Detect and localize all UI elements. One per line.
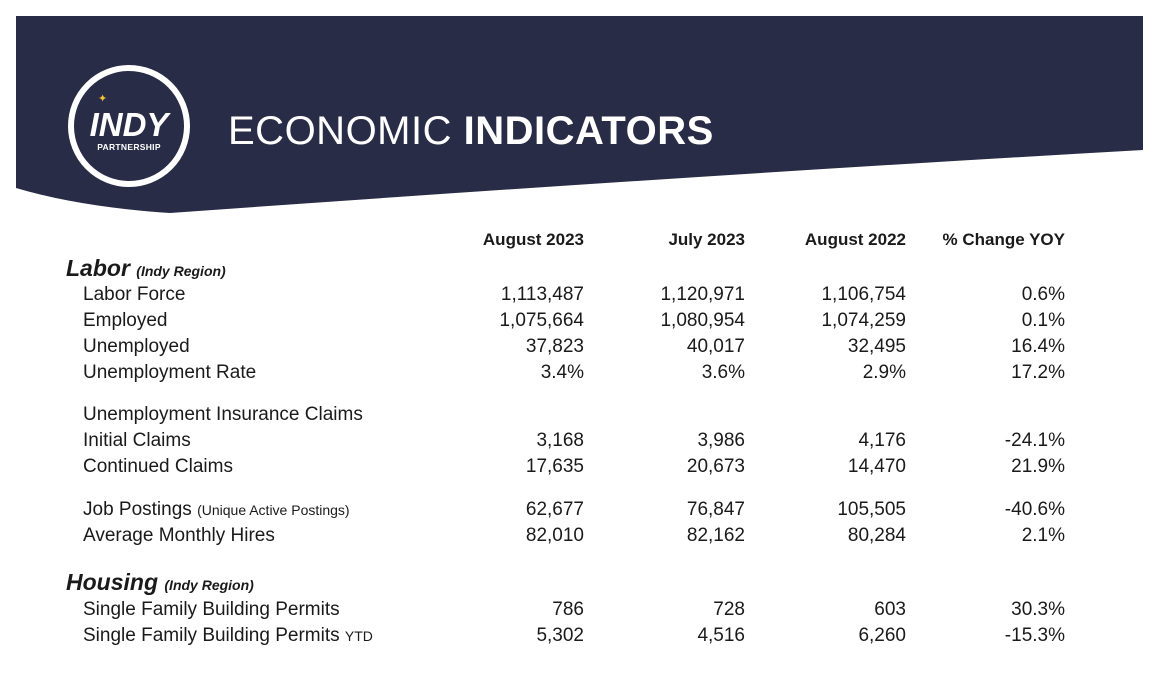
cell-monthly-hires-jul-2023: 82,162 (686, 525, 745, 546)
cell-initial-claims-aug-2022: 4,176 (858, 430, 906, 451)
cell-monthly-hires-pct: 2.1% (1021, 525, 1065, 546)
section-title-labor: Labor (Indy Region) (66, 255, 226, 281)
logo-subtext: PARTNERSHIP (97, 142, 161, 152)
cell-unemployment-rate-aug-2022: 2.9% (862, 362, 906, 383)
cell-labor-force-jul-2023: 1,120,971 (660, 284, 745, 305)
cell-continued-claims-aug-2022: 14,470 (847, 456, 906, 477)
cell-sf-permits-pct: 30.3% (1011, 599, 1065, 620)
row-label-sf-permits: Single Family Building Permits (83, 599, 340, 620)
cell-sf-permits-aug-2023: 786 (552, 599, 584, 620)
cell-labor-force-pct: 0.6% (1021, 284, 1065, 305)
cell-sf-permits-ytd-aug-2022: 6,260 (858, 625, 906, 646)
cell-employed-aug-2023: 1,075,664 (499, 310, 584, 331)
title-light: ECONOMIC (228, 109, 452, 153)
star-icon: ✦ (98, 93, 108, 105)
cell-initial-claims-pct: -24.1% (1004, 430, 1065, 451)
cell-sf-permits-jul-2023: 728 (713, 599, 745, 620)
cell-unemployed-aug-2023: 37,823 (525, 336, 584, 357)
title-bold: INDICATORS (463, 109, 714, 153)
col-header-jul-2023: July 2023 (668, 230, 745, 249)
cell-job-postings-aug-2023: 62,677 (525, 499, 584, 520)
col-header-pct-change: % Change YOY (942, 230, 1065, 249)
indy-partnership-logo (65, 68, 193, 186)
row-label-sf-permits-ytd: Single Family Building Permits YTD (83, 625, 373, 646)
cell-job-postings-pct: -40.6% (1004, 499, 1065, 520)
cell-unemployment-rate-aug-2023: 3.4% (540, 362, 584, 383)
row-label-labor-force: Labor Force (83, 284, 186, 305)
cell-labor-force-aug-2023: 1,113,487 (500, 284, 584, 305)
cell-continued-claims-aug-2023: 17,635 (525, 456, 584, 477)
row-label-unemployed: Unemployed (83, 336, 190, 357)
cell-monthly-hires-aug-2023: 82,010 (525, 525, 584, 546)
cell-initial-claims-jul-2023: 3,986 (697, 430, 745, 451)
row-label-continued-claims: Continued Claims (83, 456, 233, 477)
cell-employed-jul-2023: 1,080,954 (660, 310, 745, 331)
cell-employed-aug-2022: 1,074,259 (821, 310, 906, 331)
row-label-job-postings: Job Postings (Unique Active Postings) (83, 499, 350, 520)
cell-sf-permits-ytd-pct: -15.3% (1004, 625, 1065, 646)
cell-sf-permits-ytd-aug-2023: 5,302 (536, 625, 584, 646)
cell-sf-permits-ytd-jul-2023: 4,516 (697, 625, 745, 646)
cell-unemployed-pct: 16.4% (1011, 336, 1065, 357)
cell-monthly-hires-aug-2022: 80,284 (847, 525, 906, 546)
cell-job-postings-jul-2023: 76,847 (686, 499, 745, 520)
section-title-housing: Housing (Indy Region) (66, 569, 254, 595)
cell-job-postings-aug-2022: 105,505 (837, 499, 906, 520)
cell-continued-claims-jul-2023: 20,673 (686, 456, 745, 477)
cell-unemployed-jul-2023: 40,017 (686, 336, 745, 357)
cell-sf-permits-aug-2022: 603 (874, 599, 906, 620)
row-label-monthly-hires: Average Monthly Hires (83, 525, 275, 546)
cell-continued-claims-pct: 21.9% (1011, 456, 1065, 477)
cell-unemployment-rate-jul-2023: 3.6% (701, 362, 745, 383)
cell-unemployed-aug-2022: 32,495 (847, 336, 906, 357)
row-label-employed: Employed (83, 310, 168, 331)
row-label-unemployment-rate: Unemployment Rate (83, 362, 257, 383)
page-title (228, 107, 714, 155)
cell-labor-force-aug-2022: 1,106,754 (821, 284, 906, 305)
col-header-aug-2023: August 2023 (482, 230, 584, 249)
col-header-aug-2022: August 2022 (804, 230, 906, 249)
row-label-initial-claims: Initial Claims (83, 430, 191, 451)
cell-initial-claims-aug-2023: 3,168 (536, 430, 584, 451)
cell-employed-pct: 0.1% (1021, 310, 1065, 331)
row-label-ui-claims: Unemployment Insurance Claims (83, 404, 363, 425)
logo-text: INDY (89, 106, 169, 143)
cell-unemployment-rate-pct: 17.2% (1011, 362, 1065, 383)
